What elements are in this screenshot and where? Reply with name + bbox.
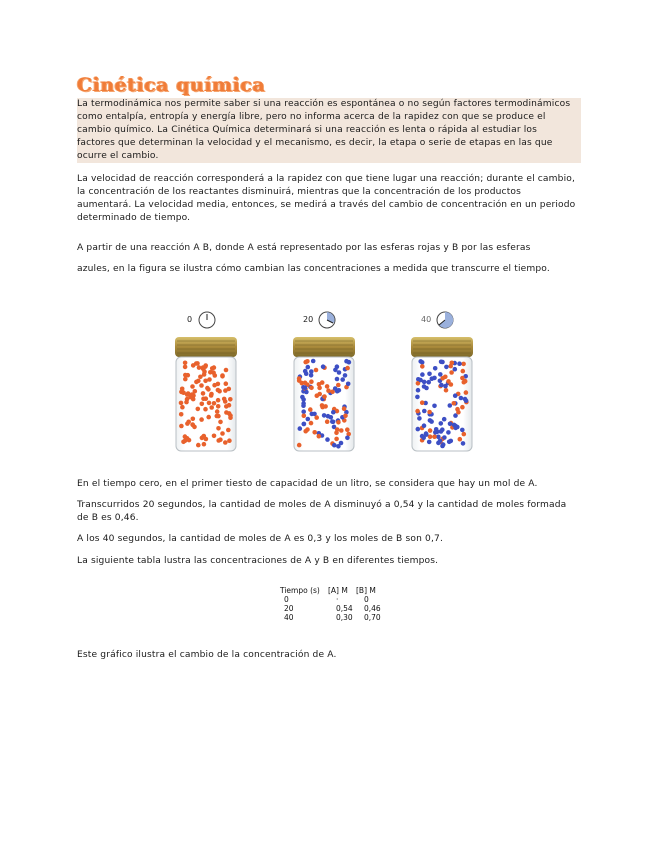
molecule-sphere <box>430 376 435 381</box>
jar-lid <box>293 337 355 357</box>
molecule-sphere <box>206 415 211 420</box>
molecule-sphere <box>190 422 195 427</box>
molecule-sphere <box>309 379 314 384</box>
molecule-sphere <box>322 413 327 418</box>
molecule-sphere <box>228 397 233 402</box>
molecule-sphere <box>203 407 208 412</box>
molecule-sphere <box>439 429 444 434</box>
molecule-sphere <box>321 364 326 369</box>
molecule-sphere <box>314 415 319 420</box>
molecule-sphere <box>416 427 421 432</box>
molecule-sphere <box>326 388 331 393</box>
reaction-line-2: azules, en la figura se ilustra cómo cambian las concentraciones a medida que transcurre el tiempo. <box>77 264 550 274</box>
molecule-sphere <box>180 405 185 410</box>
molecule-sphere <box>314 368 319 373</box>
molecule-sphere <box>210 366 215 371</box>
intro-line: como entalpía, entropía y energía libre, pero no informa acerca de la rapidez con que se produce el <box>77 112 546 122</box>
molecule-sphere <box>461 369 466 374</box>
intro-line: La termodinámica nos permite saber si una reacción es espontánea o no según factores termodinámicos <box>77 99 571 109</box>
clock-time-label: 40 <box>421 315 432 324</box>
reaction-line-1: A partir de una reacción A B, donde A está representado por las esferas rojas y B por las esferas <box>77 243 531 253</box>
graph-intro-paragraph: Este gráfico ilustra el cambio de la concentración de A. <box>77 650 337 660</box>
molecule-sphere <box>304 390 309 395</box>
intro-line: factores que determinan la velocidad y el mecanismo, es decir, la etapa o serie de etapas en las que <box>77 138 553 148</box>
molecule-sphere <box>317 434 322 439</box>
molecule-sphere <box>335 377 340 382</box>
table-cell: 0 <box>364 595 369 604</box>
molecule-sphere <box>209 405 214 410</box>
molecule-sphere <box>185 421 190 426</box>
twenty-seconds-paragraph <box>77 499 581 525</box>
molecule-sphere <box>342 406 347 411</box>
molecule-sphere <box>317 382 322 387</box>
molecule-sphere <box>459 396 464 401</box>
table-header: [B] M <box>356 586 376 595</box>
molecule-sphere <box>330 419 335 424</box>
molecule-sphere <box>325 384 330 389</box>
molecule-sphere <box>311 359 316 364</box>
molecule-sphere <box>436 441 441 446</box>
molecule-sphere <box>202 372 207 377</box>
molecule-sphere <box>442 435 447 440</box>
molecule-sphere <box>448 422 453 427</box>
molecule-sphere <box>199 383 204 388</box>
molecule-sphere <box>223 388 228 393</box>
molecule-sphere <box>426 380 431 385</box>
jar-lid <box>411 337 473 357</box>
molecule-sphere <box>460 428 465 433</box>
table-header: Tiempo (s) <box>280 586 320 595</box>
velocity-paragraph <box>77 173 581 225</box>
molecule-sphere <box>184 400 189 405</box>
molecule-sphere <box>213 373 218 378</box>
molecule-sphere <box>460 376 465 381</box>
clock-icon <box>197 310 217 330</box>
molecule-sphere <box>433 366 438 371</box>
intro-line: cambio químico. La Cinética Química determinará si una reacción es lenta o rápida al estudiar los <box>77 125 538 135</box>
molecule-sphere <box>417 416 422 421</box>
molecule-sphere <box>212 401 217 406</box>
molecule-sphere <box>216 438 221 443</box>
molecule-sphere <box>420 364 425 369</box>
table-cell: 0,70 <box>364 613 381 622</box>
molecule-sphere <box>200 402 205 407</box>
molecule-sphere <box>322 394 327 399</box>
molecule-sphere <box>302 422 307 427</box>
jar <box>293 337 355 451</box>
molecule-sphere <box>303 429 308 434</box>
molecule-sphere <box>447 440 452 445</box>
molecule-sphere <box>336 383 341 388</box>
table-cell: 0,30 <box>336 613 353 622</box>
molecule-sphere <box>310 412 315 417</box>
molecule-sphere <box>301 401 306 406</box>
molecule-sphere <box>303 360 308 365</box>
molecule-sphere <box>223 440 228 445</box>
molecule-sphere <box>432 404 437 409</box>
molecule-sphere <box>432 434 437 439</box>
page-title: Cinética química <box>77 74 266 96</box>
molecule-sphere <box>446 430 451 435</box>
molecule-sphere <box>340 377 345 382</box>
molecule-sphere <box>335 427 340 432</box>
molecule-sphere <box>345 436 350 441</box>
velocity-line: la concentración de los reactantes disminuirá, mientras que la concentración de los productos <box>77 187 522 197</box>
molecule-sphere <box>196 443 201 448</box>
molecule-sphere <box>336 420 341 425</box>
molecule-sphere <box>420 360 425 365</box>
molecule-sphere <box>448 403 453 408</box>
molecule-sphere <box>216 382 221 387</box>
molecule-sphere <box>440 376 445 381</box>
molecule-sphere <box>428 418 433 423</box>
molecule-sphere <box>183 361 188 366</box>
table-row <box>280 604 394 613</box>
molecule-sphere <box>228 415 233 420</box>
molecule-sphere <box>186 391 191 396</box>
molecule-sphere <box>453 426 458 431</box>
molecule-sphere <box>205 386 210 391</box>
molecule-sphere <box>339 428 344 433</box>
molecule-sphere <box>344 359 349 364</box>
molecule-sphere <box>337 370 342 375</box>
molecule-sphere <box>303 369 308 374</box>
molecule-sphere <box>300 395 305 400</box>
molecule-sphere <box>297 378 302 383</box>
molecule-sphere <box>209 392 214 397</box>
jar-lid <box>175 337 237 357</box>
table-row <box>280 595 394 604</box>
molecule-sphere <box>415 395 420 400</box>
molecule-sphere <box>191 417 196 422</box>
molecule-sphere <box>297 443 302 448</box>
molecule-sphere <box>207 377 212 382</box>
molecule-sphere <box>345 427 350 432</box>
molecule-sphere <box>199 417 204 422</box>
time-zero-paragraph: En el tiempo cero, en el primer tiesto de capacidad de un litro, se considera que hay un mol de A. <box>77 479 538 489</box>
table-cell: 20 <box>284 604 294 613</box>
molecule-sphere <box>196 407 201 412</box>
concentration-table <box>280 586 394 622</box>
molecule-sphere <box>452 401 457 406</box>
jar <box>175 337 237 451</box>
molecule-sphere <box>325 419 330 424</box>
molecule-sphere <box>334 437 339 442</box>
molecule-sphere <box>345 366 350 371</box>
molecule-sphere <box>457 361 462 366</box>
molecule-sphere <box>215 409 220 414</box>
molecule-sphere <box>462 432 467 437</box>
molecule-sphere <box>309 421 314 426</box>
molecule-sphere <box>456 410 461 415</box>
forty-seconds-paragraph: A los 40 segundos, la cantidad de moles de A es 0,3 y los moles de B son 0,7. <box>77 534 443 544</box>
molecule-sphere <box>309 386 314 391</box>
molecule-sphere <box>200 436 205 441</box>
molecule-sphere <box>218 420 223 425</box>
molecule-sphere <box>444 388 449 393</box>
intro-paragraph <box>77 98 581 163</box>
molecule-sphere <box>201 365 206 370</box>
table-cell: 0,46 <box>364 604 381 613</box>
molecule-sphere <box>441 442 446 447</box>
clock-time-label: 0 <box>187 315 193 324</box>
molecule-sphere <box>201 397 206 402</box>
molecule-sphere <box>303 385 308 390</box>
molecule-sphere <box>442 417 447 422</box>
molecule-sphere <box>179 412 184 417</box>
molecule-sphere <box>202 442 207 447</box>
molecule-sphere <box>420 400 425 405</box>
intro-line: ocurre el cambio. <box>77 151 159 161</box>
molecule-sphere <box>179 401 184 406</box>
molecule-sphere <box>424 432 429 437</box>
molecule-sphere <box>415 409 420 414</box>
molecule-sphere <box>216 388 221 393</box>
molecule-sphere <box>453 393 458 398</box>
molecule-sphere <box>439 360 444 365</box>
molecule-sphere <box>427 372 432 377</box>
molecule-sphere <box>453 367 458 372</box>
table-cell: · <box>336 595 339 604</box>
molecule-sphere <box>422 380 427 385</box>
twenty-seconds-line: de B es 0,46. <box>77 513 139 523</box>
molecule-sphere <box>195 361 200 366</box>
molecule-sphere <box>427 410 432 415</box>
molecule-sphere <box>306 417 311 422</box>
molecule-sphere <box>335 389 340 394</box>
molecule-sphere <box>464 390 469 395</box>
molecule-sphere <box>193 389 198 394</box>
molecule-sphere <box>298 426 303 431</box>
molecule-sphere <box>216 426 221 431</box>
molecule-sphere <box>464 398 469 403</box>
molecule-sphere <box>216 404 221 409</box>
molecule-sphere <box>227 438 232 443</box>
molecule-sphere <box>461 441 466 446</box>
jars-figure <box>167 293 475 463</box>
molecule-sphere <box>433 430 438 435</box>
table-header: [A] M <box>328 586 348 595</box>
table-cell: 40 <box>284 613 294 622</box>
velocity-line: aumentará. La velocidad media, entonces, se medirá a través del cambio de concentración en un periodo <box>77 200 576 210</box>
jar <box>411 337 473 451</box>
molecule-sphere <box>215 414 220 419</box>
molecule-sphere <box>331 410 336 415</box>
molecule-sphere <box>227 411 232 416</box>
molecule-sphere <box>422 409 427 414</box>
molecule-sphere <box>427 440 432 445</box>
table-header-row <box>280 586 394 595</box>
molecule-sphere <box>226 428 231 433</box>
molecule-sphere <box>191 363 196 368</box>
molecule-sphere <box>301 409 306 414</box>
molecule-sphere <box>183 373 188 378</box>
velocity-line: La velocidad de reacción corresponderá a la rapidez con que tiene lugar una reacción; durante el cambio, <box>77 174 576 184</box>
molecule-sphere <box>308 407 313 412</box>
molecule-sphere <box>201 391 206 396</box>
twenty-seconds-line: Transcurridos 20 segundos, la cantidad de moles de A disminuyó a 0,54 y la cantidad de moles formada <box>77 500 567 510</box>
molecule-sphere <box>220 374 225 379</box>
table-cell: 0,54 <box>336 604 353 613</box>
table-row <box>280 613 394 622</box>
clock-icon <box>317 310 337 330</box>
table-intro-paragraph: La siguiente tabla lustra las concentraciones de A y B en diferentes tiempos. <box>77 556 439 566</box>
molecule-sphere <box>343 414 348 419</box>
table-cell: 0 <box>284 595 289 604</box>
molecule-sphere <box>216 398 221 403</box>
molecule-sphere <box>332 443 337 448</box>
molecule-sphere <box>227 403 232 408</box>
molecule-sphere <box>460 405 465 410</box>
clock-icon <box>435 310 455 330</box>
molecule-sphere <box>458 437 463 442</box>
molecule-sphere <box>325 437 330 442</box>
molecule-sphere <box>207 401 212 406</box>
molecule-sphere <box>208 370 213 375</box>
molecule-sphere <box>346 382 351 387</box>
molecule-sphere <box>462 380 467 385</box>
molecule-sphere <box>179 424 184 429</box>
molecule-sphere <box>326 414 331 419</box>
molecule-sphere <box>194 380 199 385</box>
molecule-sphere <box>335 364 340 369</box>
molecule-sphere <box>339 441 344 446</box>
molecule-sphere <box>422 423 427 428</box>
molecule-sphere <box>416 388 421 393</box>
clock-time-label: 20 <box>303 315 314 324</box>
molecule-sphere <box>449 370 454 375</box>
molecule-sphere <box>450 361 455 366</box>
molecule-sphere <box>183 365 188 370</box>
molecule-sphere <box>197 365 202 370</box>
molecule-sphere <box>315 393 320 398</box>
molecule-sphere <box>224 368 229 373</box>
molecule-sphere <box>444 365 449 370</box>
molecule-sphere <box>220 431 225 436</box>
molecule-sphere <box>320 405 325 410</box>
molecule-sphere <box>446 379 451 384</box>
molecule-sphere <box>343 373 348 378</box>
molecule-sphere <box>439 421 444 426</box>
molecule-sphere <box>224 381 229 386</box>
molecule-sphere <box>190 384 195 389</box>
molecule-sphere <box>424 386 429 391</box>
molecule-sphere <box>302 414 307 419</box>
molecule-sphere <box>187 438 192 443</box>
molecule-sphere <box>306 365 311 370</box>
molecule-sphere <box>420 372 425 377</box>
molecule-sphere <box>203 379 208 384</box>
molecule-sphere <box>309 373 314 378</box>
molecule-sphere <box>183 377 188 382</box>
molecule-sphere <box>428 428 433 433</box>
molecule-sphere <box>461 362 466 367</box>
molecule-sphere <box>438 372 443 377</box>
velocity-line: determinado de tiempo. <box>77 213 191 223</box>
molecule-sphere <box>222 397 227 402</box>
molecule-sphere <box>439 383 444 388</box>
molecule-sphere <box>212 434 217 439</box>
molecule-sphere <box>312 430 317 435</box>
